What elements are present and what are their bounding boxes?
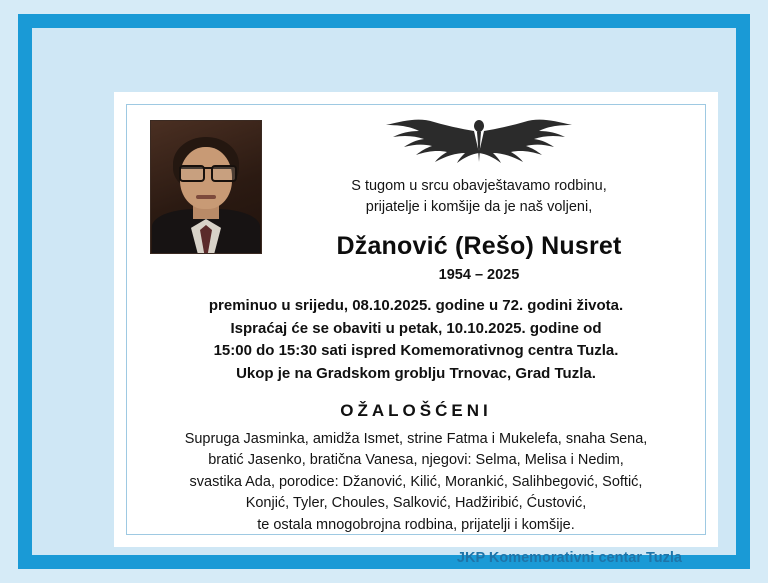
mourners-line: te ostala mnogobrojna rodbina, prijatelji i komšije. (257, 516, 575, 533)
mourners-line: svastika Ada, porodice: Džanović, Kilić, Morankić, Salihbegović, Softić, (189, 473, 643, 490)
life-years: 1954 – 2025 (438, 267, 520, 284)
intro-line-2: prijatelje i komšije da je naš voljeni, (365, 199, 593, 216)
deceased-name: Džanović (Rešo) Nusret (336, 232, 622, 261)
detail-line: 15:00 do 15:30 sati ispred Komemorativnog centra Tuzla. (213, 342, 619, 360)
funeral-details (144, 295, 688, 385)
dove-bird-ornament-icon (270, 114, 688, 172)
intro-text (270, 176, 688, 218)
obituary-card (114, 92, 718, 567)
intro-line-1: S tugom u srcu obavještavamo rodbinu, (351, 178, 607, 194)
publisher-signature: JKP Komemorativni centar Tuzla (456, 550, 682, 567)
detail-line: Ispraćaj će se obaviti u petak, 10.10.2025. godine od (230, 319, 602, 337)
mourners-heading: OŽALOŠĆENI (340, 401, 492, 421)
photo-lens-right (211, 165, 237, 182)
header-row (144, 114, 688, 283)
mourners-line: Supruga Jasminka, amidža Ismet, strine Fatma i Mukelefa, snaha Sena, (184, 431, 648, 448)
detail-line: preminuo u srijedu, 08.10.2025. godine u 72. godini života. (208, 297, 624, 315)
mourners-list (144, 429, 688, 536)
blue-frame-border (18, 14, 750, 569)
obituary-content (114, 92, 718, 567)
mourners-line: bratić Jasenko, bratična Vanesa, njegovi: Selma, Melisa i Nedim, (208, 452, 624, 469)
mourners-line: Konjić, Tyler, Choules, Salković, Hadžiribić, Ćustović, (245, 495, 587, 512)
photo-mouth (196, 195, 216, 199)
header-text-column (262, 114, 688, 283)
photo-lens-left (179, 165, 205, 182)
portrait-photo-wrap (150, 120, 262, 254)
portrait-photo (150, 120, 262, 254)
detail-line: Ukop je na Gradskom groblju Trnovac, Grad Tuzla. (236, 364, 596, 382)
